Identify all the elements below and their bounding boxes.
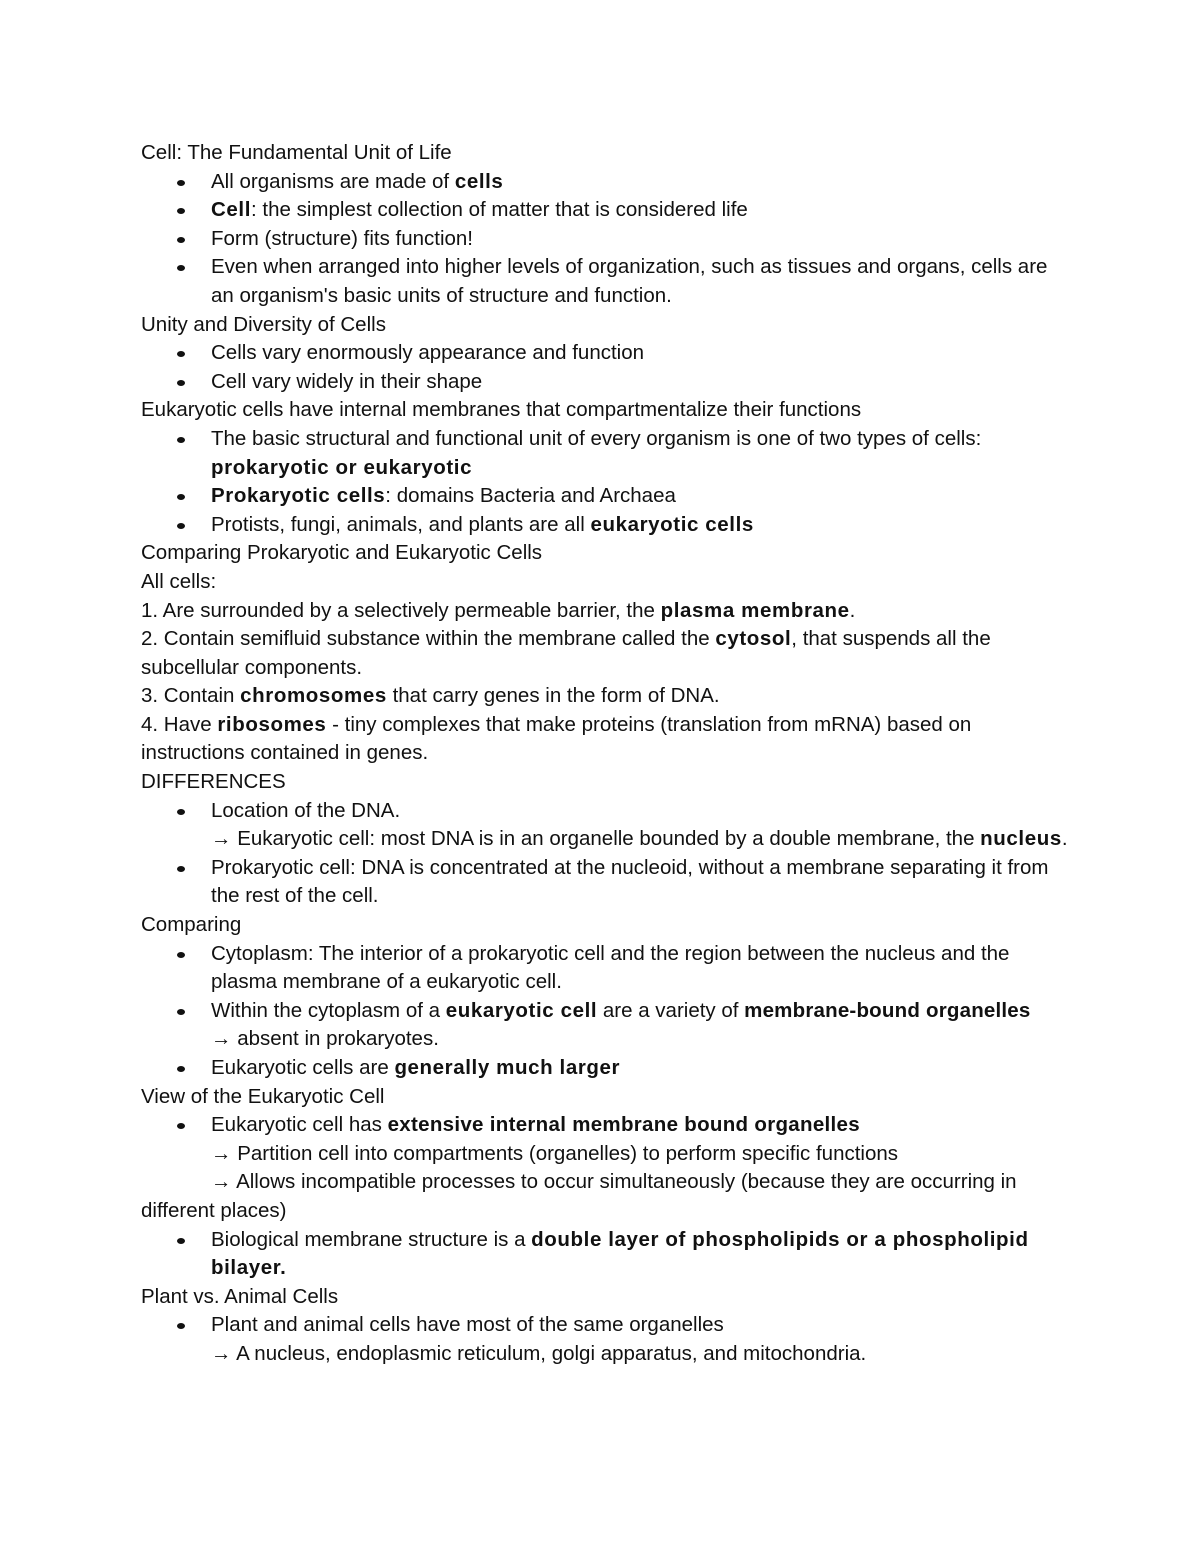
section-heading: DIFFERENCES [141, 770, 286, 794]
list-item: Prokaryotic cell: DNA is concentrated at the nucleoid, without a membrane separating it from the rest of the cell. [211, 854, 1071, 911]
list-item: Plant and animal cells have most of the same organelles → A nucleus, endoplasmic reticulum, golgi apparatus, and mitochondria. [211, 1311, 1071, 1368]
section-intro: All cells: [141, 569, 217, 593]
list-item: Protists, fungi, animals, and plants are all eukaryotic cells [211, 511, 1071, 540]
list-item: Cytoplasm: The interior of a prokaryotic cell and the region between the nucleus and the plasma membrane of a eukaryotic cell. [211, 940, 1071, 997]
bullet-list [141, 425, 1071, 539]
sub-point: → Eukaryotic cell: most DNA is in an organelle bounded by a double membrane, the nucleus. [211, 827, 1068, 851]
list-item: Prokaryotic cells: domains Bacteria and Archaea [211, 482, 1071, 511]
list-item: Cell vary widely in their shape [211, 368, 1071, 397]
numbered-item: 3. Contain chromosomes that carry genes in the form of DNA. [141, 684, 720, 708]
bullet-icon [177, 494, 185, 500]
bullet-list [141, 797, 1071, 826]
section-heading: Unity and Diversity of Cells [141, 312, 386, 336]
sub-point: → Allows incompatible processes to occur simultaneously (because they are occurring in different places) [141, 1170, 1017, 1222]
list-item: Even when arranged into higher levels of organization, such as tissues and organs, cells are an organism's basic units of structure and function. [211, 253, 1071, 310]
notes-content [141, 139, 1071, 1369]
sub-point: → absent in prokaryotes. [211, 1027, 439, 1051]
list-item: Eukaryotic cells are generally much larger [211, 1054, 1071, 1083]
bullet-icon [177, 351, 185, 357]
bullet-icon [177, 180, 185, 186]
bullet-icon [177, 866, 185, 872]
bullet-list [141, 1311, 1071, 1368]
bullet-list [141, 1111, 1071, 1168]
numbered-item: 2. Contain semifluid substance within the membrane called the cytosol, that suspends all the subcellular components. [141, 627, 991, 679]
list-item: The basic structural and functional unit of every organism is one of two types of cells: prokaryotic or eukaryotic [211, 425, 1071, 482]
list-item: Cells vary enormously appearance and function [211, 339, 1071, 368]
bullet-icon [177, 809, 185, 815]
bullet-icon [177, 1066, 185, 1072]
sub-point: → Partition cell into compartments (organelles) to perform specific functions [211, 1141, 899, 1165]
section-heading: Cell: The Fundamental Unit of Life [141, 141, 452, 164]
bullet-icon [177, 380, 185, 386]
sub-point: → A nucleus, endoplasmic reticulum, golgi apparatus, and mitochondria. [211, 1341, 867, 1365]
list-item: Eukaryotic cell has extensive internal membrane bound organelles → Partition cell into compartments (organelles) to perform specific functions [211, 1111, 1071, 1168]
bullet-icon [177, 208, 185, 214]
bullet-list [141, 940, 1071, 1083]
section-heading: Eukaryotic cells have internal membranes that compartmentalize their functions [141, 398, 862, 422]
bullet-icon [177, 1238, 185, 1244]
bullet-icon [177, 952, 185, 958]
list-item: Location of the DNA. [211, 797, 1071, 826]
numbered-item: 4. Have ribosomes - tiny complexes that make proteins (translation from mRNA) based on instructions contained in genes. [141, 712, 972, 765]
bullet-icon [177, 1123, 185, 1129]
bullet-icon [177, 523, 185, 529]
list-item: Form (structure) fits function! [211, 225, 1071, 254]
bullet-list [141, 339, 1071, 396]
section-heading: Comparing [141, 913, 242, 937]
bullet-list [141, 1226, 1071, 1283]
list-item: Cell: the simplest collection of matter that is considered life [211, 196, 1071, 225]
bullet-icon [177, 1009, 185, 1015]
list-item: Within the cytoplasm of a eukaryotic cell are a variety of membrane-bound organelles → absent in prokaryotes. [211, 997, 1071, 1054]
numbered-item: 1. Are surrounded by a selectively permeable barrier, the plasma membrane. [141, 598, 856, 622]
list-item: Biological membrane structure is a double layer of phospholipids or a phospholipid bilayer. [211, 1226, 1071, 1283]
bullet-icon [177, 1323, 185, 1329]
section-heading: Plant vs. Animal Cells [141, 1284, 339, 1308]
section-heading: Comparing Prokaryotic and Eukaryotic Cells [141, 541, 543, 565]
bullet-list [141, 854, 1071, 911]
bullet-list [141, 168, 1071, 311]
bullet-icon [177, 237, 185, 243]
list-item: All organisms are made of cells [211, 168, 1071, 197]
bullet-icon [177, 437, 185, 443]
section-heading: View of the Eukaryotic Cell [141, 1084, 385, 1108]
bullet-icon [177, 265, 185, 271]
